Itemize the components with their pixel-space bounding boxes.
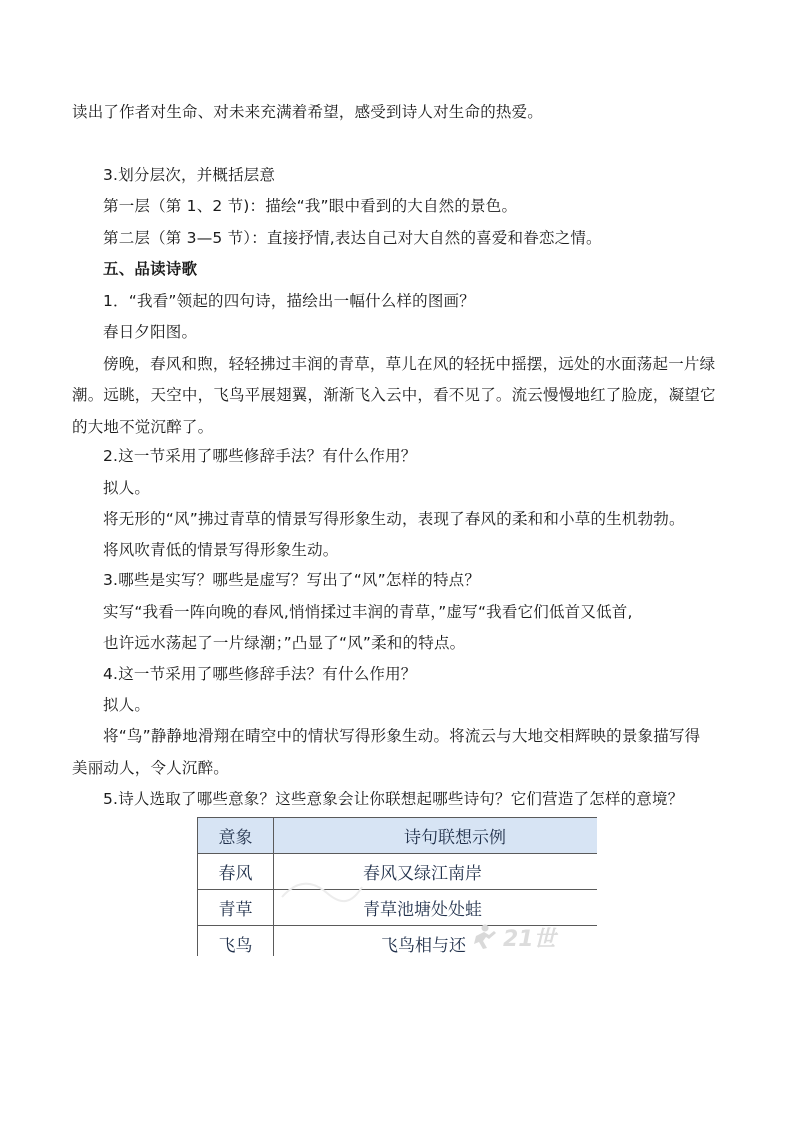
paragraph-line: 第一层（第 1、2 节)：描绘“我”眼中看到的大自然的景色。 [103,197,518,215]
table-row [198,926,598,957]
paragraph-line: 第二层（第 3—5 节）：直接抒情,表达自己对大自然的喜爱和眷恋之情。 [103,229,602,247]
table-cell-text: 飞鸟相与还 [381,936,466,956]
table-header-cell: 意象 [198,818,274,854]
table-cell: 春风 [198,854,274,890]
table-cell-text: 春风又绿江南岸 [363,864,482,884]
table-row [198,890,598,926]
paragraph-line: 读出了作者对生命、对未来充满着希望，感受到诗人对生命的热爱。 [72,103,544,121]
answer-line: 春日夕阳图。 [103,323,198,341]
paragraph-line: 将无形的“风”拂过青草的情景写得形象生动，表现了春风的柔和和小草的生机勃勃。 [103,510,685,528]
paragraph-line: 的大地不觉沉醉了。 [72,418,214,436]
question-line: 5.诗人选取了哪些意象？这些意象会让你联想起哪些诗句？它们营造了怎样的意境？ [103,790,684,808]
paragraph-line: 将风吹青低的情景写得形象生动。 [103,541,339,559]
question-line: 1．“我看”领起的四句诗，描绘出一幅什么样的图画？ [103,292,475,310]
section-subheading: 3.划分层次，并概括层意 [103,166,276,184]
paragraph-line: 傍晚，春风和煦，轻轻拂过丰润的青草，草儿在风的轻抚中摇摆，远处的水面荡起一片绿 [103,355,716,373]
watermark-text: 21世 [503,927,556,952]
imagery-table-image [197,817,597,956]
table-cell: 青草 [198,890,274,926]
paragraph-line: 也许远水荡起了一片绿潮；”凸显了“风”柔和的特点。 [103,634,466,652]
paragraph-line: 美丽动人，令人沉醉。 [72,759,230,777]
question-line: 4.这一节采用了哪些修辞手法？有什么作用？ [103,665,417,683]
paragraph-line: 实写“我看一阵向晚的春风,悄悄揉过丰润的青草，”虚写“我看它们低首又低首, [103,603,633,621]
table-row [198,854,598,890]
question-line: 2.这一节采用了哪些修辞手法？有什么作用？ [103,447,417,465]
section-heading: 五、品读诗歌 [103,260,198,278]
table-cell [274,926,598,957]
table-cell [274,854,598,890]
table-header-row [198,818,598,854]
paragraph-line: 将“鸟”静静地滑翔在晴空中的情状写得形象生动。将流云与大地交相辉映的景象描写得 [103,727,701,745]
table-header-cell: 诗句联想示例 [274,818,598,854]
table-cell-text: 青草池塘处处蛙 [363,900,482,920]
paragraph-line: 潮。远眺，天空中，飞鸟平展翅翼，渐渐飞入云中，看不见了。流云慢慢地红了脸庞，凝望它 [72,386,716,404]
table-cell [274,890,598,926]
table-cell: 飞鸟 [198,926,274,957]
answer-line: 拟人。 [103,479,151,497]
imagery-table [197,817,597,956]
question-line: 3.哪些是实写？哪些是虚写？写出了“风”怎样的特点？ [103,571,481,589]
answer-line: 拟人。 [103,696,151,714]
